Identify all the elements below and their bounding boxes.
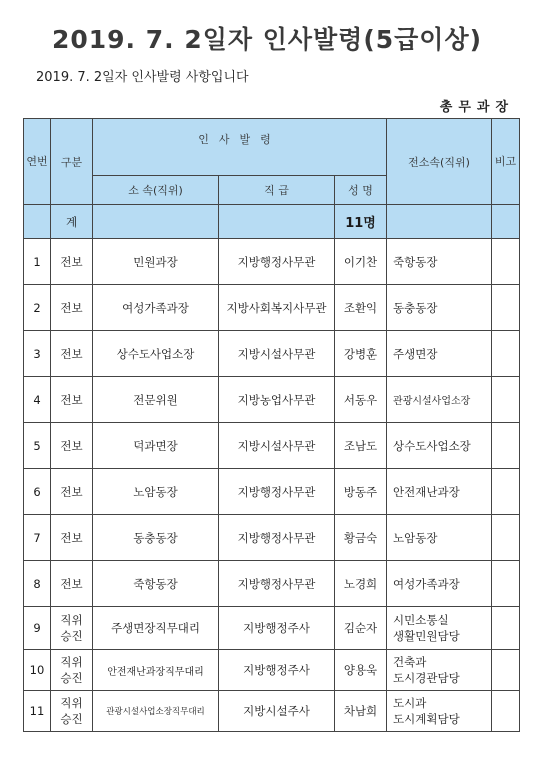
table-row [24,377,520,423]
row-rank: 지방행정사무관 [219,561,335,607]
row-belong: 상수도사업소장 [93,331,219,377]
table-row [24,423,520,469]
row-remark [492,607,520,650]
row-remark [492,239,520,285]
header-name: 성 명 [335,176,387,205]
row-belong: 노암동장 [93,469,219,515]
header-group: 인사발령 [93,119,387,176]
row-new-post: 동충동장 [387,285,492,331]
row-no: 3 [24,331,51,377]
row-name: 서동우 [335,377,387,423]
total-count: 11명 [335,205,387,239]
row-remark [492,423,520,469]
row-new-post [387,650,492,691]
row-name: 황금숙 [335,515,387,561]
row-belong: 전문위원 [93,377,219,423]
row-name: 차남희 [335,691,387,732]
row-belong: 관광시설사업소장직무대리 [93,691,219,732]
row-belong: 민원과장 [93,239,219,285]
header-type: 구분 [51,119,93,205]
table-row [24,331,520,377]
row-remark [492,331,520,377]
row-remark [492,650,520,691]
table-row [24,239,520,285]
row-remark [492,285,520,331]
header-remark: 비고 [492,119,520,205]
row-belong: 덕과면장 [93,423,219,469]
row-rank: 지방행정주사 [219,607,335,650]
row-type [51,650,93,691]
department-signature: 총무과장 [439,100,514,115]
row-remark [492,561,520,607]
row-type: 전보 [51,469,93,515]
row-remark [492,515,520,561]
row-new-post-line1: 시민소통실 [393,613,449,627]
row-name: 양용욱 [335,650,387,691]
row-rank: 지방시설사무관 [219,423,335,469]
row-no: 10 [24,650,51,691]
row-name: 방동주 [335,469,387,515]
row-name: 강병훈 [335,331,387,377]
row-rank: 지방행정사무관 [219,239,335,285]
row-rank: 지방농업사무관 [219,377,335,423]
table-row [24,607,520,650]
row-belong: 죽항동장 [93,561,219,607]
row-type-line2: 승진 [60,712,83,726]
row-new-post: 관광시설사업소장 [387,377,492,423]
row-rank: 지방행정주사 [219,650,335,691]
row-new-post-line1: 건축과 [393,655,427,669]
row-no: 1 [24,239,51,285]
table-row [24,691,520,732]
row-no: 8 [24,561,51,607]
row-name: 조환익 [335,285,387,331]
row-belong: 동충동장 [93,515,219,561]
table-row [24,650,520,691]
row-type: 전보 [51,423,93,469]
row-name: 조남도 [335,423,387,469]
table-row [24,561,520,607]
row-type: 전보 [51,377,93,423]
row-no: 7 [24,515,51,561]
row-rank: 지방시설사무관 [219,331,335,377]
row-type-line1: 직위 [60,613,83,627]
total-row [24,205,520,239]
table-row [24,285,520,331]
row-belong: 주생면장직무대리 [93,607,219,650]
row-no: 2 [24,285,51,331]
table-row [24,515,520,561]
total-label: 계 [51,205,93,239]
row-rank: 지방시설주사 [219,691,335,732]
row-new-post [387,691,492,732]
row-name: 노경희 [335,561,387,607]
header-belong: 소 속(직위) [93,176,219,205]
row-new-post-line2: 도시경관담당 [393,671,460,685]
page-subtitle: 2019. 7. 2일자 인사발령 사항입니다 [36,70,249,85]
row-no: 9 [24,607,51,650]
row-new-post: 죽항동장 [387,239,492,285]
row-new-post-line2: 도시계획담당 [393,712,460,726]
row-new-post: 여성가족과장 [387,561,492,607]
row-type: 전보 [51,285,93,331]
row-new-post-line2: 생활민원담당 [393,629,460,643]
row-remark [492,377,520,423]
row-no: 6 [24,469,51,515]
row-new-post: 안전재난과장 [387,469,492,515]
row-new-post [387,607,492,650]
row-new-post-line1: 도시과 [393,696,427,710]
personnel-table [23,118,520,732]
row-rank: 지방행정사무관 [219,469,335,515]
page-title: 2019. 7. 2일자 인사발령(5급이상) [51,25,483,54]
row-type-line2: 승진 [60,629,83,643]
row-new-post: 주생면장 [387,331,492,377]
row-type-line1: 직위 [60,655,83,669]
header-new-post: 전소속(직위) [387,119,492,205]
row-type: 전보 [51,239,93,285]
header-rank: 직 급 [219,176,335,205]
header-no: 연번 [24,119,51,205]
row-remark [492,469,520,515]
row-type [51,607,93,650]
row-no: 11 [24,691,51,732]
table-row [24,469,520,515]
row-type: 전보 [51,515,93,561]
row-rank: 지방행정사무관 [219,515,335,561]
row-name: 이기찬 [335,239,387,285]
row-new-post: 상수도사업소장 [387,423,492,469]
row-type-line1: 직위 [60,696,83,710]
row-type-line2: 승진 [60,671,83,685]
row-name: 김순자 [335,607,387,650]
row-rank: 지방사회복지사무관 [219,285,335,331]
row-no: 4 [24,377,51,423]
row-belong: 여성가족과장 [93,285,219,331]
row-belong: 안전재난과장직무대리 [93,650,219,691]
row-remark [492,691,520,732]
row-type: 전보 [51,561,93,607]
row-type [51,691,93,732]
row-no: 5 [24,423,51,469]
row-new-post: 노암동장 [387,515,492,561]
row-type: 전보 [51,331,93,377]
